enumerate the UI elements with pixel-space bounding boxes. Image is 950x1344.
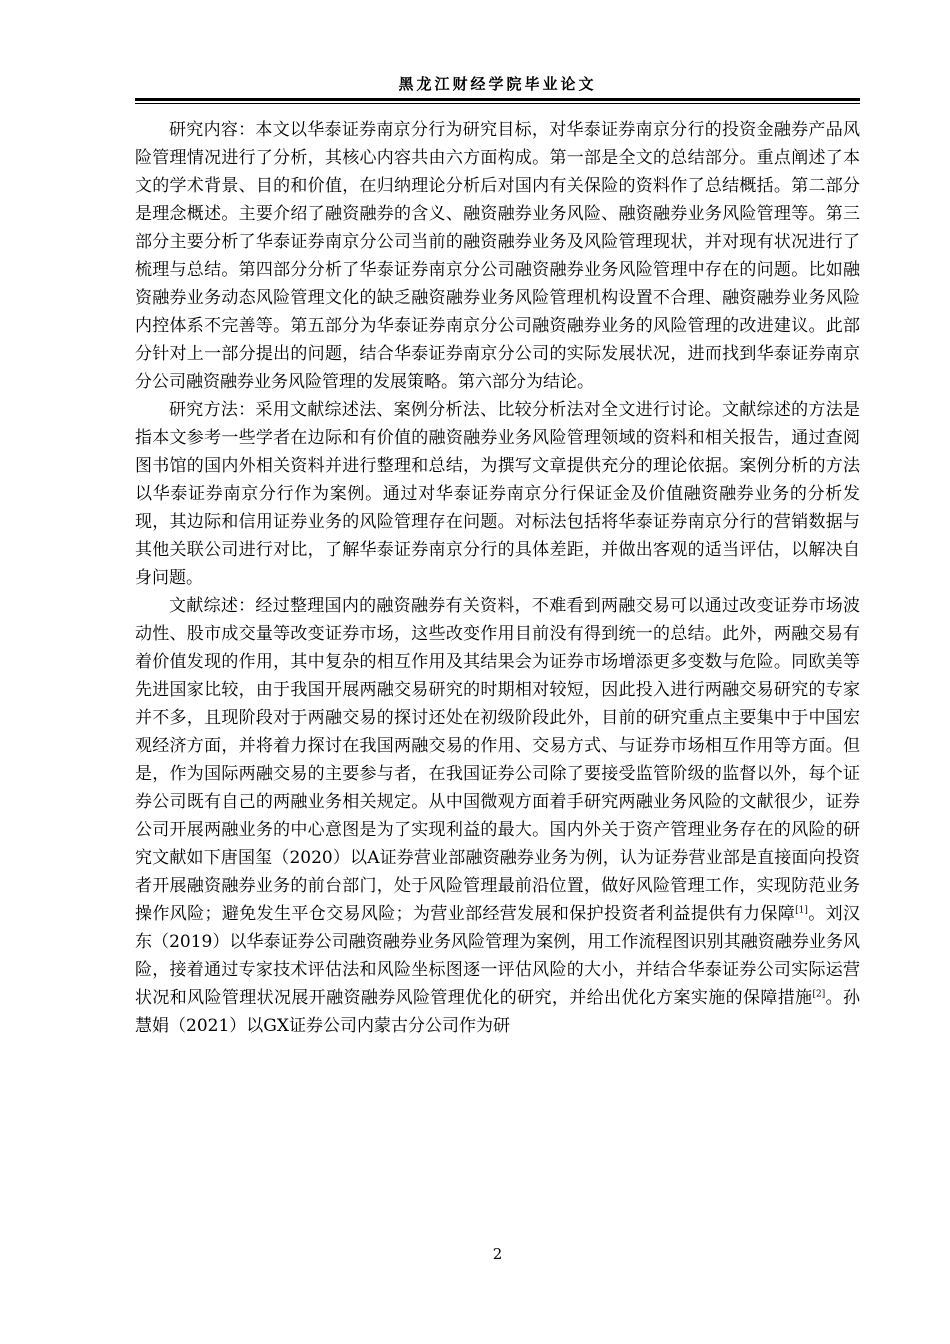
header-divider-thick <box>135 98 860 101</box>
page-number: 2 <box>492 1245 503 1263</box>
citation-1: [1] <box>795 905 808 916</box>
paragraph-research-method: 研究方法：采用文献综述法、案例分析法、比较分析法对全文进行讨论。文献综述的方法是指本文参考一些学者在边际和有价值的融资融券业务风险管理领域的资料和相关报告，通过查阅图书馆的国内外相关资料并进行整理和总结，为撰写文章提供充分的理论依据。案例分析的方法以华泰证券南京分行作为案例。通过对华泰证券南京分行保证金及价值融资融券业务的分析发现，其边际和信用证券业务的风险管理存在问题。对标法包括将华泰证券南京分行的营销数据与其他关联公司进行对比，了解华泰证券南京分行的具体差距，并做出客观的适当评估，以解决自身问题。 <box>135 400 860 588</box>
body-text <box>135 116 860 1040</box>
literature-text-part-1: 文献综述：经过整理国内的融资融券有关资料，不难看到两融交易可以通过改变证券市场波动性、股市成交量等改变证券市场，这些改变作用目前没有得到统一的总结。此外，两融交易有着价值发现的作用，其中复杂的相互作用及其结果会为证券市场增添更多变数与危险。同欧美等先进国家比较，由于我国开展两融交易研究的时期相对较短，因此投入进行两融交易研究的专家并不多，且现阶段对于两融交易的探讨还处在初级阶段此外，目前的研究重点主要集中于中国宏观经济方面，并将着力探讨在我国两融交易的作用、交易方式、与证券市场相互作用等方面。但是，作为国际两融交易的主要参与者，在我国证券公司除了要接受监管阶级的监督以外，每个证券公司既有自己的两融业务相关规定。从中国微观方面着手研究两融业务风险的文献很少，证券公司开展两融业务的中心意图是为了实现利益的最大。国内外关于资产管理业务存在的风险的研究文献如下唐国玺（2020）以A证券营业部融资融券业务为例，认为证券营业部是直接面向投资者开展融资融券业务的前台部门，处于风险管理最前沿位置，做好风险管理工作，实现防范业务操作风险；避免发生平仓交易风险；为营业部经营发展和保护投资者利益提供有力保障 <box>135 596 860 924</box>
literature-text-part-3: 。孙慧娟（2021）以GX证券公司内蒙古分公司作为研 <box>135 988 861 1036</box>
citation-2: [2] <box>812 989 826 1000</box>
header-divider-thin <box>135 103 860 104</box>
literature-text-part-2: 。刘汉东（2019）以华泰证券公司融资融券业务风险管理为案例，用工作流程图识别其融资融券业务风险，接着通过专家技术评估法和风险坐标图逐一评估风险的大小，并结合华泰证券公司实际运营状况和风险管理状况展开融资融券风险管理优化的研究，并给出优化方案实施的保障措施 <box>135 904 861 1008</box>
paragraph-literature-review <box>135 592 860 1040</box>
paragraph-research-content: 研究内容：本文以华泰证券南京分行为研究目标，对华泰证券南京分行的投资金融券产品风险管理情况进行了分析，其核心内容共由六方面构成。第一部是全文的总结部分。重点阐述了本文的学术背景、目的和价值，在归纳理论分析后对国内有关保险的资料作了总结概括。第二部分是理念概述。主要介绍了融资融券的含义、融资融券业务风险、融资融券业务风险管理等。第三部分主要分析了华泰证券南京分公司当前的融资融券业务及风险管理现状，并对现有状况进行了梳理与总结。第四部分分析了华泰证券南京分公司融资融券业务风险管理中存在的问题。比如融资融券业务动态风险管理文化的缺乏融资融券业务风险管理机构设置不合理、融资融券业务风险内控体系不完善等。第五部分为华泰证券南京分公司融资融券业务的风险管理的改进建议。此部分针对上一部分提出的问题，结合华泰证券南京分公司的实际发展状况，进而找到华泰证券南京分公司融资融券业务风险管理的发展策略。第六部分为结论。 <box>135 120 860 392</box>
page-header-title: 黑龙江财经学院毕业论文 <box>398 75 597 93</box>
